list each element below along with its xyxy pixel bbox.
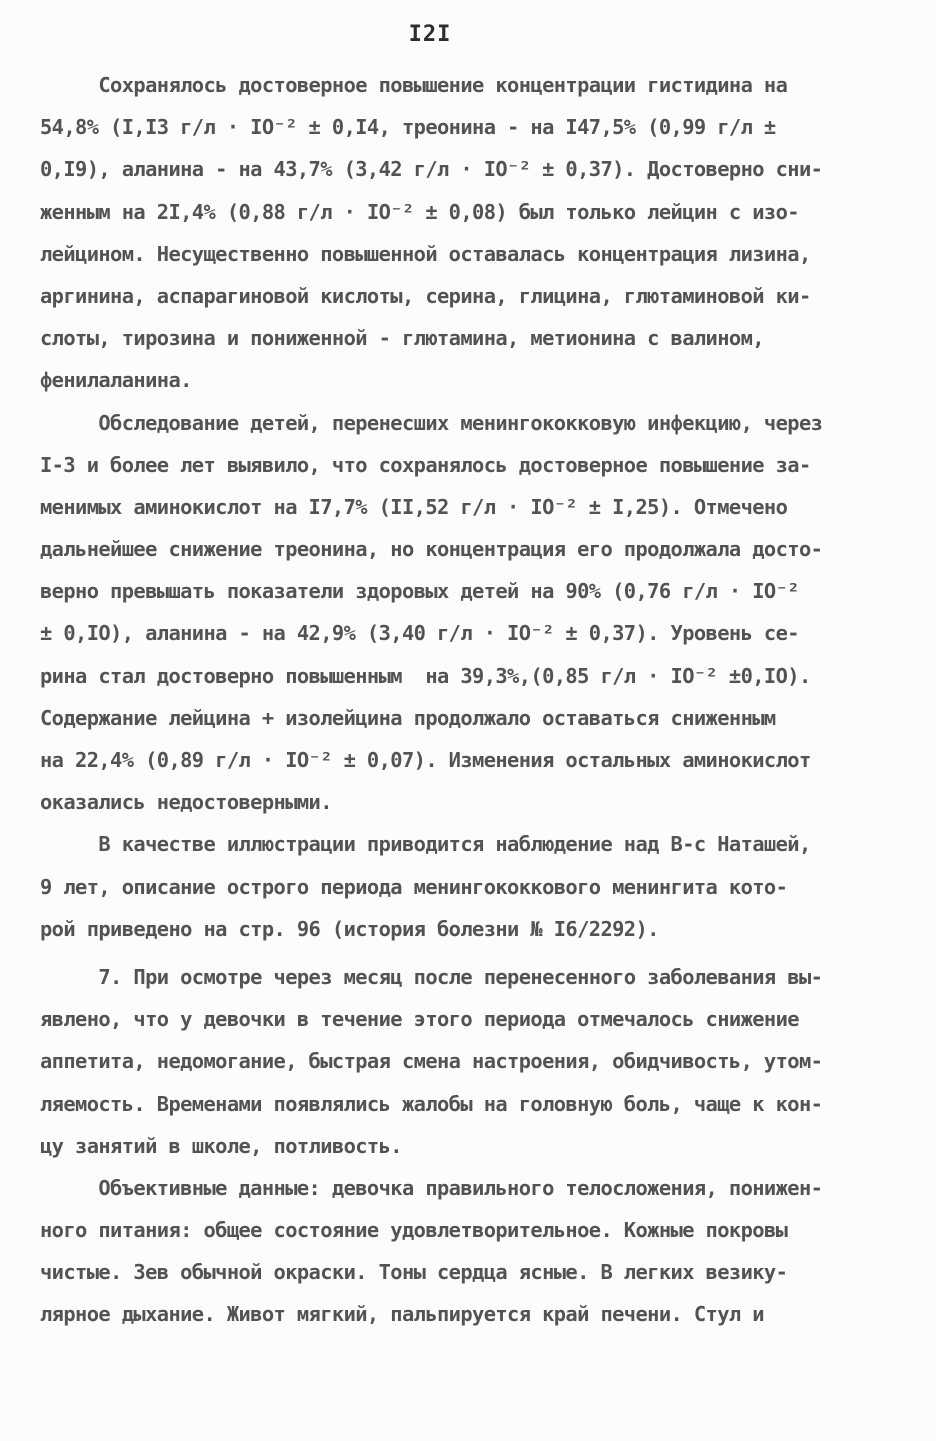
- text-line: слоты, тирозина и пониженной - глютамина, метионина с валином,: [40, 326, 764, 351]
- text-line: чистые. Зев обычной окраски. Тоны сердца ясные. В легких везику-: [40, 1260, 788, 1285]
- text-line: фенилаланина.: [40, 368, 192, 393]
- text-line: женным на 2I,4% (0,88 г/л · IO⁻² ± 0,08) был только лейцин с изо-: [40, 199, 799, 224]
- text-line: Обследование детей, перенесших менингококковую инфекцию, через: [40, 410, 823, 435]
- text-line: ляемость. Временами появлялись жалобы на головную боль, чаще к кон-: [40, 1091, 823, 1116]
- paragraph-2: [40, 402, 900, 824]
- page-number: I2I: [408, 22, 452, 47]
- text-line: лейцином. Несущественно повышенной оставалась концентрация лизина,: [40, 241, 811, 266]
- text-line: Сохранялось достоверное повышение концентрации гистидина на: [40, 73, 788, 97]
- text-line: аппетита, недомогание, быстрая смена настроения, обидчивость, утом-: [40, 1049, 823, 1074]
- text-line: Объективные данные: девочка правильного телосложения, понижен-: [40, 1175, 823, 1200]
- paragraph-3: [40, 823, 900, 950]
- text-line: рой приведено на стр. 96 (история болезни № I6/2292).: [40, 916, 659, 941]
- text-line: 54,8% (I,I3 г/л · IO⁻² ± 0,I4, треонина - на I47,5% (0,99 г/л ±: [40, 115, 776, 140]
- text-line: ного питания: общее состояние удовлетворительное. Кожные покровы: [40, 1218, 788, 1243]
- text-line: цу занятий в школе, потливость.: [40, 1133, 402, 1158]
- text-line: ± 0,IO), аланина - на 42,9% (3,40 г/л · IO⁻² ± 0,37). Уровень се-: [40, 621, 799, 646]
- text-line: В качестве иллюстрации приводится наблюдение над В-с Наташей,: [40, 832, 811, 857]
- text-line: менимых аминокислот на I7,7% (II,52 г/л · IO⁻² ± I,25). Отмечено: [40, 494, 788, 519]
- text-line: 9 лет, описание острого периода менингококкового менингита кото-: [40, 874, 788, 899]
- text-line: 0,I9), аланина - на 43,7% (3,42 г/л · IO⁻² ± 0,37). Достоверно сни-: [40, 157, 823, 182]
- text-line: Содержание лейцина + изолейцина продолжало оставаться сниженным: [40, 705, 776, 730]
- paragraph-1: [40, 64, 900, 402]
- text-line: явлено, что у девочки в течение этого периода отмечалось снижение: [40, 1007, 799, 1032]
- text-line: дальнейшее снижение треонина, но концентрация его продолжала досто-: [40, 537, 823, 562]
- text-line: лярное дыхание. Живот мягкий, пальпируется край печени. Стул и: [40, 1302, 764, 1327]
- body-text: [40, 64, 900, 1336]
- text-line: I-3 и более лет выявило, что сохранялось достоверное повышение за-: [40, 452, 811, 477]
- text-line: верно превышать показатели здоровых детей на 90% (0,76 г/л · IO⁻²: [40, 579, 799, 604]
- text-line: на 22,4% (0,89 г/л · IO⁻² ± 0,07). Изменения остальных аминокислот: [40, 748, 811, 772]
- text-line: аргинина, аспарагиновой кислоты, серина, глицина, глютаминовой ки-: [40, 283, 811, 308]
- paragraph-4: [40, 956, 900, 1167]
- paragraph-5: [40, 1167, 900, 1336]
- text-line: оказались недостоверными.: [40, 790, 332, 815]
- text-line: рина стал достоверно повышенным на 39,3%,(0,85 г/л · IO⁻² ±0,IO).: [40, 663, 811, 688]
- text-line: 7. При осмотре через месяц после перенесенного заболевания вы-: [40, 964, 823, 989]
